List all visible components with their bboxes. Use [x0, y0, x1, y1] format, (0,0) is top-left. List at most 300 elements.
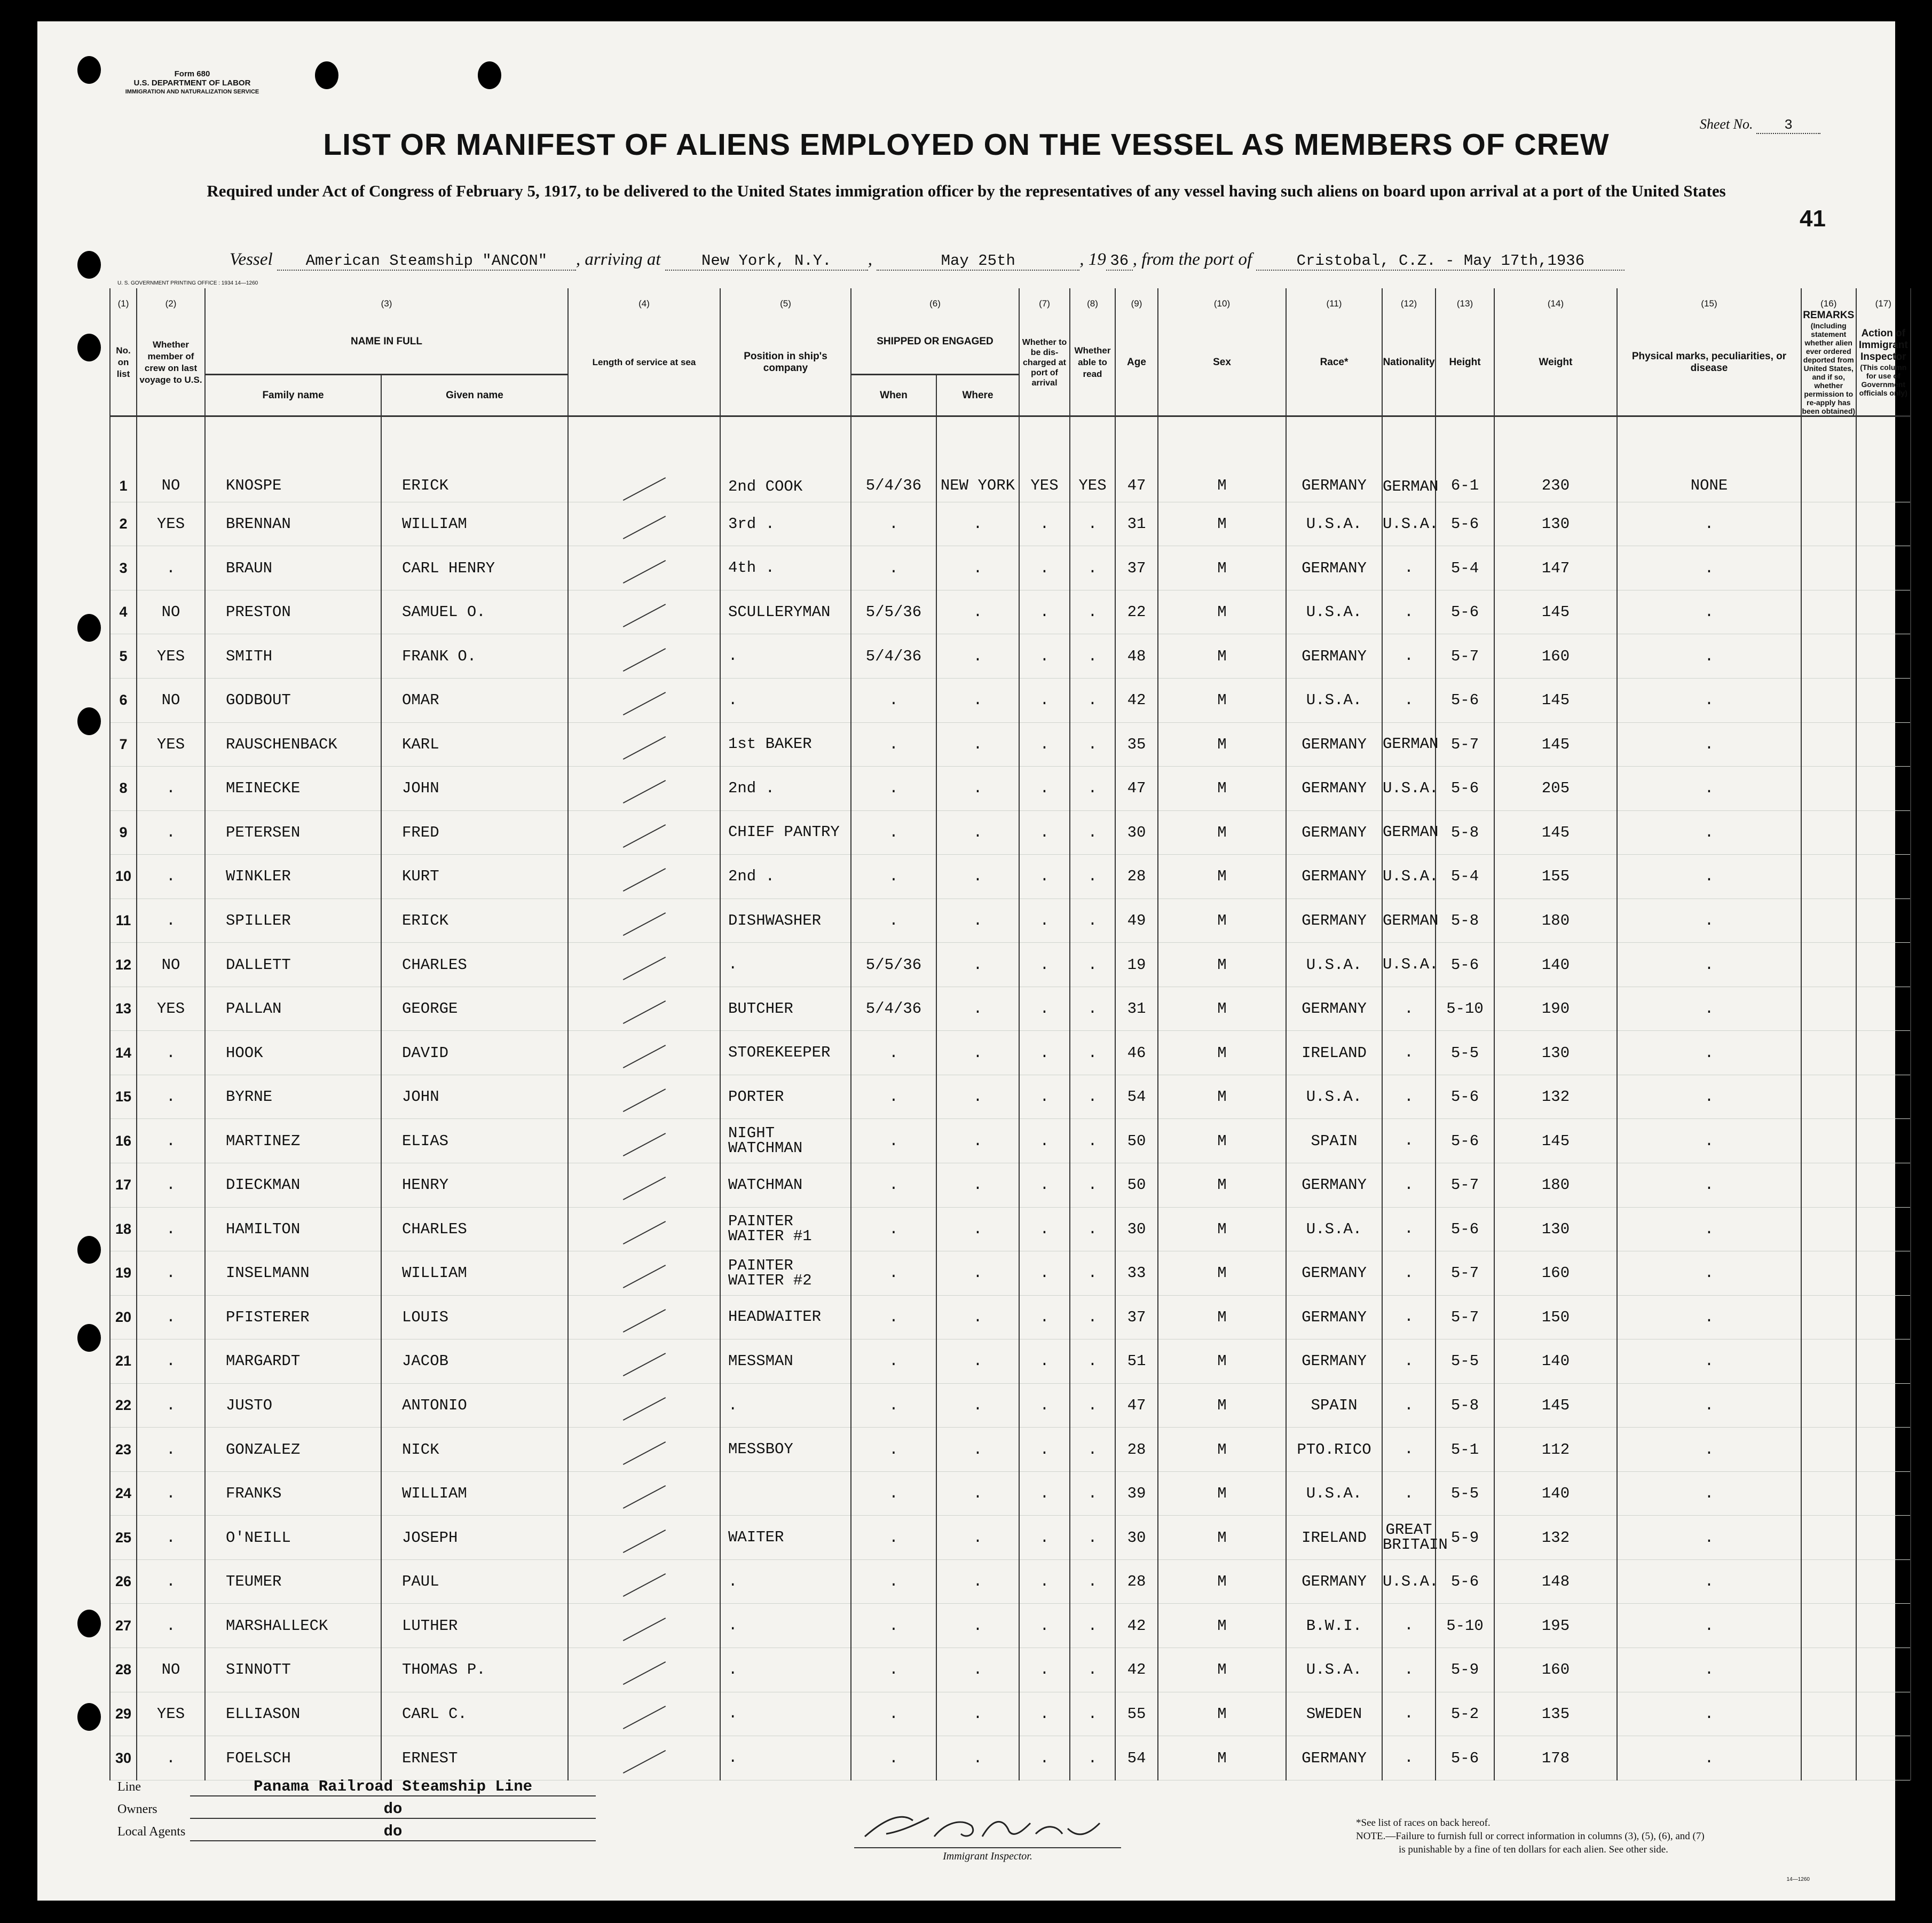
- table-row: [110, 1031, 1911, 1075]
- cell-physical-marks: .: [1617, 1119, 1801, 1163]
- cell-nationality: GERMAN: [1382, 416, 1436, 502]
- cell-remarks: [1801, 1075, 1856, 1119]
- cell-last-voyage: NO: [137, 416, 205, 502]
- cell-able-to-read: .: [1070, 722, 1115, 767]
- binder-hole: [478, 61, 501, 89]
- cell-position: .: [720, 634, 851, 679]
- cell-position: 2nd COOK: [720, 416, 851, 502]
- cell-race: U.S.A.: [1286, 679, 1382, 723]
- cell-shipped-when: .: [851, 767, 936, 811]
- cell-physical-marks: .: [1617, 1339, 1801, 1384]
- table-row: [110, 679, 1911, 723]
- cell-height: 5-8: [1436, 810, 1494, 855]
- inspector-label: Immigrant Inspector.: [854, 1847, 1121, 1863]
- cell-physical-marks: .: [1617, 1428, 1801, 1472]
- table-row: [110, 1648, 1911, 1692]
- cell-height: 5-9: [1436, 1516, 1494, 1560]
- cell-height: 5-8: [1436, 899, 1494, 943]
- cell-race: GERMANY: [1286, 987, 1382, 1031]
- cell-inspector-action: [1856, 502, 1911, 546]
- cell-service-tick: [568, 1207, 720, 1251]
- check-mark: [622, 1397, 665, 1421]
- cell-inspector-action: [1856, 1648, 1911, 1692]
- cell-last-voyage: .: [137, 1207, 205, 1251]
- cell-service-tick: [568, 1736, 720, 1780]
- col-num: (15): [1617, 288, 1801, 310]
- page-title: LIST OR MANIFEST OF ALIENS EMPLOYED ON THE VESSEL AS MEMBERS OF CREW: [323, 128, 1610, 162]
- footnotes: [1356, 1816, 1863, 1856]
- cell-physical-marks: .: [1617, 634, 1801, 679]
- vessel-label: Vessel: [230, 250, 273, 269]
- cell-nationality: U.S.A.: [1382, 855, 1436, 899]
- cell-inspector-action: [1856, 1339, 1911, 1384]
- department-name: U.S. DEPARTMENT OF LABOR: [133, 78, 251, 88]
- cell-nationality: GERMAN: [1382, 810, 1436, 855]
- cell-given-name: DAVID: [381, 1031, 568, 1075]
- cell-able-to-read: .: [1070, 899, 1115, 943]
- cell-position: 1st BAKER: [720, 722, 851, 767]
- cell-age: 47: [1115, 1383, 1158, 1428]
- cell-service-tick: [568, 1559, 720, 1604]
- cell-able-to-read: .: [1070, 1163, 1115, 1208]
- cell-shipped-where: .: [936, 1163, 1019, 1208]
- header-given-name: Given name: [381, 375, 568, 416]
- cell-discharged: .: [1019, 1295, 1070, 1339]
- failure-note-continued: is punishable by a fine of ten dollars for each alien. See other side.: [1399, 1844, 1668, 1855]
- cell-height: 5-10: [1436, 987, 1494, 1031]
- col-num: (2): [137, 288, 205, 310]
- cell-shipped-when: .: [851, 1251, 936, 1296]
- cell-remarks: [1801, 1251, 1856, 1296]
- table-row: [110, 502, 1911, 546]
- cell-row-number: 27: [110, 1604, 137, 1648]
- cell-height: 5-6: [1436, 1559, 1494, 1604]
- cell-able-to-read: .: [1070, 943, 1115, 987]
- arriving-label: , arriving at: [575, 250, 661, 269]
- cell-given-name: HENRY: [381, 1163, 568, 1208]
- cell-discharged: .: [1019, 1119, 1070, 1163]
- cell-able-to-read: .: [1070, 1648, 1115, 1692]
- cell-weight: 145: [1494, 722, 1617, 767]
- cell-service-tick: [568, 1075, 720, 1119]
- cell-last-voyage: NO: [137, 679, 205, 723]
- cell-last-voyage: YES: [137, 722, 205, 767]
- header-able-to-read: Whether able to read: [1070, 310, 1115, 416]
- cell-shipped-where: .: [936, 1736, 1019, 1780]
- cell-sex: M: [1158, 1471, 1286, 1516]
- remarks-note: (Including statement whether alien ever ordered deported from United States, and if so, whether permission to re-apply has been obtained): [1802, 321, 1856, 415]
- check-mark: [622, 1530, 665, 1553]
- cell-position: SCULLERYMAN: [720, 590, 851, 634]
- cell-physical-marks: NONE: [1617, 416, 1801, 502]
- cell-given-name: WILLIAM: [381, 1251, 568, 1296]
- check-mark: [622, 824, 665, 848]
- cell-shipped-when: .: [851, 1736, 936, 1780]
- cell-row-number: 14: [110, 1031, 137, 1075]
- cell-physical-marks: .: [1617, 546, 1801, 590]
- cell-remarks: [1801, 1692, 1856, 1736]
- cell-shipped-where: .: [936, 1648, 1019, 1692]
- cell-family-name: FRANKS: [205, 1471, 381, 1516]
- check-mark: [622, 1045, 665, 1068]
- cell-discharged: .: [1019, 767, 1070, 811]
- cell-sex: M: [1158, 810, 1286, 855]
- cell-service-tick: [568, 546, 720, 590]
- cell-race: GERMANY: [1286, 416, 1382, 502]
- cell-position: PAINTER WAITER #1: [720, 1207, 851, 1251]
- cell-last-voyage: NO: [137, 590, 205, 634]
- cell-family-name: WINKLER: [205, 855, 381, 899]
- table-row: [110, 1692, 1911, 1736]
- cell-discharged: .: [1019, 1207, 1070, 1251]
- binder-hole: [77, 1236, 101, 1264]
- col-num: (4): [568, 288, 720, 310]
- cell-inspector-action: [1856, 1559, 1911, 1604]
- cell-row-number: 7: [110, 722, 137, 767]
- cell-physical-marks: .: [1617, 1516, 1801, 1560]
- cell-family-name: MARGARDT: [205, 1339, 381, 1384]
- cell-given-name: ANTONIO: [381, 1383, 568, 1428]
- col-num: (10): [1158, 288, 1286, 310]
- cell-shipped-when: .: [851, 1031, 936, 1075]
- cell-last-voyage: YES: [137, 634, 205, 679]
- cell-family-name: INSELMANN: [205, 1251, 381, 1296]
- cell-service-tick: [568, 1383, 720, 1428]
- agents-label: Local Agents: [117, 1825, 186, 1839]
- cell-row-number: 17: [110, 1163, 137, 1208]
- cell-remarks: [1801, 502, 1856, 546]
- cell-position: HEADWAITER: [720, 1295, 851, 1339]
- cell-race: U.S.A.: [1286, 943, 1382, 987]
- cell-service-tick: [568, 416, 720, 502]
- cell-shipped-where: .: [936, 1075, 1019, 1119]
- binder-hole: [77, 251, 101, 279]
- cell-discharged: .: [1019, 810, 1070, 855]
- cell-shipped-where: .: [936, 1207, 1019, 1251]
- cell-race: GERMANY: [1286, 899, 1382, 943]
- cell-row-number: 30: [110, 1736, 137, 1780]
- cell-row-number: 3: [110, 546, 137, 590]
- cell-row-number: 29: [110, 1692, 137, 1736]
- vessel-name: American Steamship "ANCON": [277, 252, 576, 271]
- cell-family-name: SINNOTT: [205, 1648, 381, 1692]
- cell-physical-marks: .: [1617, 1736, 1801, 1780]
- page-subtitle: Required under Act of Congress of February 5, 1917, to be delivered to the United States immigration officer by the representatives of any vessel having such aliens on board upon arrival at a port of the United States: [207, 182, 1726, 200]
- cell-age: 30: [1115, 810, 1158, 855]
- cell-shipped-when: .: [851, 1119, 936, 1163]
- cell-remarks: [1801, 1163, 1856, 1208]
- cell-row-number: 25: [110, 1516, 137, 1560]
- cell-service-tick: [568, 987, 720, 1031]
- cell-given-name: JOSEPH: [381, 1516, 568, 1560]
- cell-shipped-when: .: [851, 1163, 936, 1208]
- cell-remarks: [1801, 1207, 1856, 1251]
- cell-inspector-action: [1856, 1119, 1911, 1163]
- cell-last-voyage: .: [137, 1031, 205, 1075]
- cell-able-to-read: .: [1070, 546, 1115, 590]
- cell-age: 50: [1115, 1119, 1158, 1163]
- cell-nationality: .: [1382, 1119, 1436, 1163]
- header-name-in-full: NAME IN FULL: [205, 310, 568, 375]
- col-num: (13): [1436, 288, 1494, 310]
- table-row: [110, 722, 1911, 767]
- cell-height: 5-7: [1436, 1163, 1494, 1208]
- cell-position: PORTER: [720, 1075, 851, 1119]
- cell-physical-marks: .: [1617, 502, 1801, 546]
- cell-nationality: .: [1382, 987, 1436, 1031]
- cell-age: 54: [1115, 1075, 1158, 1119]
- cell-sex: M: [1158, 1428, 1286, 1472]
- cell-shipped-when: 5/4/36: [851, 416, 936, 502]
- cell-shipped-when: .: [851, 546, 936, 590]
- cell-sex: M: [1158, 546, 1286, 590]
- cell-discharged: .: [1019, 722, 1070, 767]
- cell-nationality: .: [1382, 1031, 1436, 1075]
- cell-race: U.S.A.: [1286, 502, 1382, 546]
- cell-age: 31: [1115, 987, 1158, 1031]
- cell-age: 49: [1115, 899, 1158, 943]
- cell-row-number: 10: [110, 855, 137, 899]
- cell-service-tick: [568, 899, 720, 943]
- cell-remarks: [1801, 1736, 1856, 1780]
- cell-sex: M: [1158, 634, 1286, 679]
- cell-race: SWEDEN: [1286, 1692, 1382, 1736]
- cell-last-voyage: YES: [137, 987, 205, 1031]
- cell-shipped-where: .: [936, 943, 1019, 987]
- cell-given-name: JACOB: [381, 1339, 568, 1384]
- header-no-on-list: No. on list: [110, 310, 137, 416]
- cell-sex: M: [1158, 1031, 1286, 1075]
- cell-discharged: YES: [1019, 416, 1070, 502]
- line-value: Panama Railroad Steamship Line: [190, 1778, 596, 1796]
- col-num: (1): [110, 288, 137, 310]
- cell-last-voyage: .: [137, 1295, 205, 1339]
- cell-age: 28: [1115, 855, 1158, 899]
- check-mark: [622, 1750, 665, 1774]
- cell-shipped-when: .: [851, 810, 936, 855]
- cell-shipped-when: .: [851, 722, 936, 767]
- cell-service-tick: [568, 1251, 720, 1296]
- cell-nationality: U.S.A.: [1382, 1559, 1436, 1604]
- line-owners-agents: [117, 1778, 596, 1845]
- cell-position: .: [720, 1736, 851, 1780]
- cell-race: GERMANY: [1286, 767, 1382, 811]
- cell-last-voyage: .: [137, 767, 205, 811]
- cell-race: U.S.A.: [1286, 590, 1382, 634]
- cell-shipped-where: .: [936, 1559, 1019, 1604]
- binder-hole: [77, 334, 101, 361]
- cell-physical-marks: .: [1617, 1559, 1801, 1604]
- cell-physical-marks: .: [1617, 1163, 1801, 1208]
- cell-nationality: .: [1382, 1648, 1436, 1692]
- cell-height: 5-7: [1436, 634, 1494, 679]
- cell-shipped-when: .: [851, 1428, 936, 1472]
- cell-discharged: .: [1019, 987, 1070, 1031]
- col-num: (9): [1115, 288, 1158, 310]
- check-mark: [622, 1485, 665, 1509]
- cell-shipped-where: .: [936, 855, 1019, 899]
- cell-height: 5-4: [1436, 855, 1494, 899]
- inspector-signature: [854, 1807, 1121, 1845]
- binder-hole: [77, 614, 101, 642]
- cell-shipped-where: .: [936, 502, 1019, 546]
- remarks-title: REMARKS: [1803, 310, 1855, 321]
- cell-age: 42: [1115, 679, 1158, 723]
- cell-weight: 135: [1494, 1692, 1617, 1736]
- cell-last-voyage: .: [137, 1075, 205, 1119]
- cell-service-tick: [568, 1339, 720, 1384]
- cell-given-name: CARL C.: [381, 1692, 568, 1736]
- cell-last-voyage: .: [137, 1251, 205, 1296]
- vessel-line: Vessel American Steamship "ANCON" , arriving at New York, N.Y. , May 25th , 19 36 , from the port of Cristobal, C.Z. - May 17th,1936: [230, 250, 1778, 271]
- cell-shipped-where: .: [936, 1383, 1019, 1428]
- cell-given-name: WILLIAM: [381, 502, 568, 546]
- cell-race: GERMANY: [1286, 855, 1382, 899]
- cell-nationality: .: [1382, 1471, 1436, 1516]
- cell-shipped-when: .: [851, 855, 936, 899]
- cell-weight: 130: [1494, 502, 1617, 546]
- cell-row-number: 23: [110, 1428, 137, 1472]
- cell-able-to-read: .: [1070, 1075, 1115, 1119]
- cell-able-to-read: .: [1070, 987, 1115, 1031]
- cell-given-name: CHARLES: [381, 943, 568, 987]
- col-num: (8): [1070, 288, 1115, 310]
- cell-race: GERMANY: [1286, 1251, 1382, 1296]
- check-mark: [622, 560, 665, 584]
- cell-race: U.S.A.: [1286, 1648, 1382, 1692]
- cell-weight: 145: [1494, 679, 1617, 723]
- cell-discharged: .: [1019, 1428, 1070, 1472]
- cell-shipped-where: .: [936, 1031, 1019, 1075]
- cell-shipped-where: .: [936, 1251, 1019, 1296]
- check-mark: [622, 868, 665, 892]
- cell-able-to-read: .: [1070, 1119, 1115, 1163]
- cell-shipped-where: .: [936, 767, 1019, 811]
- printing-office-line: U. S. GOVERNMENT PRINTING OFFICE : 1934 14—1260: [117, 280, 258, 286]
- cell-able-to-read: .: [1070, 1516, 1115, 1560]
- cell-physical-marks: .: [1617, 767, 1801, 811]
- manifest-sheet: [37, 21, 1908, 1901]
- cell-weight: 178: [1494, 1736, 1617, 1780]
- cell-physical-marks: .: [1617, 987, 1801, 1031]
- cell-weight: 160: [1494, 634, 1617, 679]
- cell-sex: M: [1158, 1604, 1286, 1648]
- cell-last-voyage: .: [137, 1559, 205, 1604]
- cell-service-tick: [568, 767, 720, 811]
- cell-physical-marks: .: [1617, 1075, 1801, 1119]
- col-num: (3): [205, 288, 568, 310]
- cell-position: 3rd .: [720, 502, 851, 546]
- cell-nationality: .: [1382, 634, 1436, 679]
- cell-able-to-read: .: [1070, 1692, 1115, 1736]
- cell-discharged: .: [1019, 1736, 1070, 1780]
- cell-given-name: ERNEST: [381, 1736, 568, 1780]
- cell-shipped-where: .: [936, 722, 1019, 767]
- cell-nationality: .: [1382, 1075, 1436, 1119]
- cell-last-voyage: NO: [137, 1648, 205, 1692]
- cell-inspector-action: [1856, 722, 1911, 767]
- check-mark: [622, 1265, 665, 1288]
- cell-weight: 195: [1494, 1604, 1617, 1648]
- cell-given-name: FRANK O.: [381, 634, 568, 679]
- cell-shipped-when: .: [851, 1339, 936, 1384]
- cell-height: 5-6: [1436, 1119, 1494, 1163]
- cell-last-voyage: .: [137, 546, 205, 590]
- header-length-of-service: Length of service at sea: [568, 310, 720, 416]
- cell-discharged: .: [1019, 1163, 1070, 1208]
- check-mark: [622, 648, 665, 672]
- cell-remarks: [1801, 1383, 1856, 1428]
- cell-inspector-action: [1856, 899, 1911, 943]
- cell-race: GERMANY: [1286, 810, 1382, 855]
- cell-height: 5-6: [1436, 502, 1494, 546]
- cell-row-number: 8: [110, 767, 137, 811]
- table-row: [110, 899, 1911, 943]
- table-row: [110, 634, 1911, 679]
- check-mark: [622, 1661, 665, 1685]
- table-row: [110, 1516, 1911, 1560]
- cell-position: .: [720, 1559, 851, 1604]
- action-title: Action of Immigrant Inspector: [1858, 328, 1908, 362]
- check-mark: [622, 912, 665, 936]
- cell-height: 5-5: [1436, 1339, 1494, 1384]
- cell-last-voyage: .: [137, 899, 205, 943]
- table-row: [110, 1559, 1911, 1604]
- table-row: [110, 987, 1911, 1031]
- cell-family-name: BRAUN: [205, 546, 381, 590]
- cell-able-to-read: YES: [1070, 416, 1115, 502]
- cell-weight: 132: [1494, 1516, 1617, 1560]
- cell-nationality: .: [1382, 1163, 1436, 1208]
- cell-inspector-action: [1856, 1031, 1911, 1075]
- table-row: [110, 1736, 1911, 1780]
- cell-discharged: .: [1019, 634, 1070, 679]
- cell-height: 5-4: [1436, 546, 1494, 590]
- header-height: Height: [1436, 310, 1494, 416]
- cell-age: 28: [1115, 1559, 1158, 1604]
- cell-height: 5-6: [1436, 590, 1494, 634]
- cell-nationality: .: [1382, 1736, 1436, 1780]
- cell-family-name: PFISTERER: [205, 1295, 381, 1339]
- cell-physical-marks: .: [1617, 1604, 1801, 1648]
- col-num: (6): [851, 288, 1019, 310]
- cell-shipped-where: .: [936, 810, 1019, 855]
- cell-position: .: [720, 679, 851, 723]
- cell-inspector-action: [1856, 1604, 1911, 1648]
- table-row: [110, 1383, 1911, 1428]
- cell-sex: M: [1158, 416, 1286, 502]
- arrival-date: May 25th: [877, 252, 1079, 271]
- cell-service-tick: [568, 1648, 720, 1692]
- cell-weight: 145: [1494, 590, 1617, 634]
- cell-position: MESSBOY: [720, 1428, 851, 1472]
- cell-remarks: [1801, 1119, 1856, 1163]
- form-number: Form 680: [174, 69, 210, 78]
- check-mark: [622, 1089, 665, 1112]
- cell-shipped-when: .: [851, 1383, 936, 1428]
- header-when: When: [851, 375, 936, 416]
- cell-inspector-action: [1856, 1295, 1911, 1339]
- cell-remarks: [1801, 767, 1856, 811]
- table-row: [110, 546, 1911, 590]
- cell-family-name: SMITH: [205, 634, 381, 679]
- header-shipped-engaged: SHIPPED OR ENGAGED: [851, 310, 1019, 375]
- cell-inspector-action: [1856, 1163, 1911, 1208]
- table-row: [110, 1119, 1911, 1163]
- cell-service-tick: [568, 502, 720, 546]
- cell-remarks: [1801, 634, 1856, 679]
- cell-able-to-read: .: [1070, 810, 1115, 855]
